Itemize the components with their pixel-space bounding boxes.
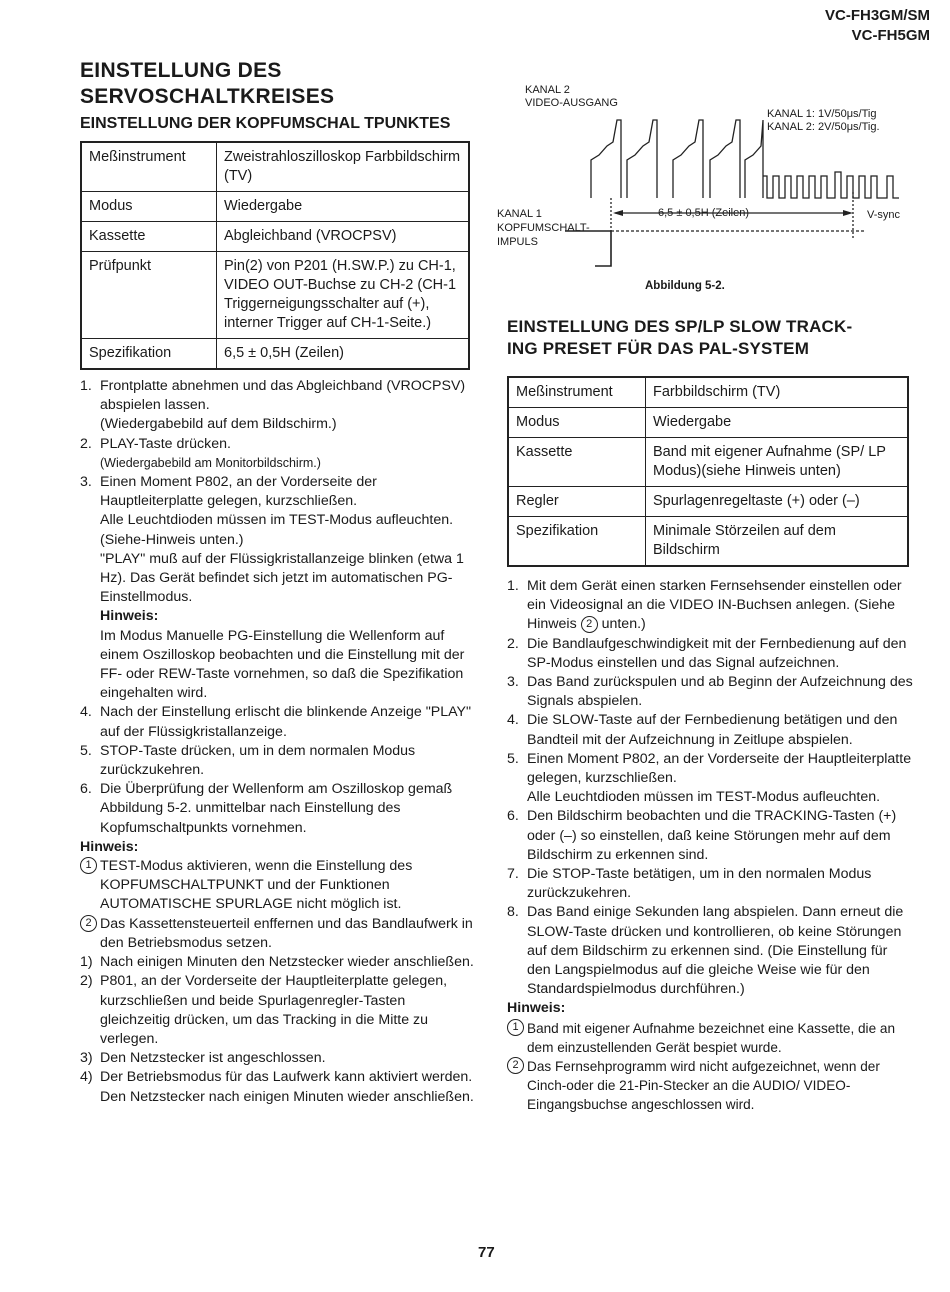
section-title-line-2: SERVOSCHALTKREISES (80, 85, 335, 108)
step-number: 1. (80, 378, 92, 394)
step-text: PLAY-Taste drücken. (100, 435, 231, 452)
step-text: Einen Moment P802, an der Vorderseite der Hauptleiterplatte gelegen, kurzschließen. (100, 474, 377, 510)
step-text: Die Überprüfung der Wellenform am Oszilloskop gemaß Abbildung 5-2. unmittelbar nach Einstellung des Kopfumschaltpunkts vornehmen. (100, 781, 453, 836)
video-waveform (627, 120, 657, 198)
arrow-left (613, 210, 623, 216)
list-item (507, 673, 913, 711)
ch2-label-1: KANAL 2 (525, 84, 570, 96)
table-row (508, 487, 908, 517)
step-text: Die SLOW-Taste auf der Fernbedienung betätigen und den Bandteil mit der Aufzeichnung in Zeitlupe abspielen. (527, 712, 898, 748)
step-text: Nach der Einstellung erlischt die blinkende Anzeige "PLAY" auf der Flüssigkristallanzeige. (100, 704, 472, 740)
table-value: Wiedergabe (646, 408, 909, 438)
subsection-title: EINSTELLUNG DER KOPFUMSCHAL TPUNKTES (80, 115, 451, 132)
list-item (80, 473, 475, 703)
substep-item (80, 1049, 475, 1068)
substep-item (80, 953, 475, 972)
step-number: 2. (507, 635, 519, 652)
video-waveform (591, 120, 621, 198)
table-row (81, 252, 469, 339)
notes-heading: Hinweis: (80, 838, 139, 855)
table-label: Modus (81, 192, 217, 222)
arrow-right (843, 210, 853, 216)
list-item (507, 807, 913, 865)
substep-item (80, 972, 475, 1049)
right-steps (507, 577, 913, 1115)
step-number: 6. (80, 781, 92, 798)
step-number: 4. (507, 712, 519, 729)
table-label: Regler (508, 487, 646, 517)
note-text: Das Kassettensteuerteil enffernen und das Bandlaufwerk in den Betriebsmodus setzen. (100, 915, 473, 951)
table-row (81, 192, 469, 222)
substep-extra: Den Netzstecker nach einigen Minuten wieder anschließen. (100, 1088, 474, 1105)
circled-number: 2 (581, 616, 598, 633)
step-text: Frontplatte abnehmen und das Abgleichband (VROCPSV) abspielen lassen. (100, 378, 466, 414)
table-label: Kassette (508, 438, 646, 487)
left-column (80, 58, 475, 1107)
note-item (507, 1019, 913, 1057)
list-item (80, 742, 475, 780)
list-item (80, 435, 475, 473)
substep-text: Der Betriebsmodus für das Laufwerk kann aktiviert werden. (100, 1069, 473, 1086)
video-waveform (673, 120, 703, 198)
ch1-label-2: KOPFUMSCHALT- (497, 222, 590, 234)
right-column (507, 316, 913, 1115)
model-number-2: VC-FH5GM (851, 27, 930, 44)
step-extra: "PLAY" muß auf der Flüssigkristallanzeige blinken (etwa 1 Hz). Das Gerät befindet sich jetzt im automatischen PG-Einstellmodus. (100, 550, 464, 606)
step-number: 5. (507, 750, 519, 767)
table-row (508, 408, 908, 438)
spec-table-right (507, 376, 909, 567)
model-number-header (825, 6, 930, 46)
note-item (80, 857, 475, 915)
table-value: 6,5 ± 0,5H (Zeilen) (217, 339, 470, 370)
circled-number: 2 (80, 915, 97, 932)
step-text: Die Bandlaufgeschwindigkeit mit der Fernbedienung auf den SP-Modus einstellen und das Signal aufzeichnen. (527, 635, 907, 671)
video-waveform (745, 120, 763, 198)
page-number: 77 (478, 1244, 495, 1261)
list-item (80, 377, 475, 435)
step-number: 6. (507, 808, 519, 825)
note-item (80, 915, 475, 953)
table-row (508, 377, 908, 408)
table-label: Meßinstrument (81, 142, 217, 192)
step-number: 8. (507, 904, 519, 921)
table-value: Band mit eigener Aufnahme (SP/ LP Modus)(siehe Hinweis unten) (646, 438, 909, 487)
table-value: Pin(2) von P201 (H.SW.P.) zu CH-1, VIDEO OUT-Buchse zu CH-2 (CH-1 Triggerneigungsschalter auf (+), interner Trigger auf CH-1-Seite.) (217, 252, 470, 339)
left-steps (80, 377, 475, 1107)
list-item (80, 780, 475, 838)
step-number: 3. (80, 474, 92, 491)
step-extra: Alle Leuchtdioden müssen im TEST-Modus aufleuchten. (527, 789, 881, 806)
table-label: Modus (508, 408, 646, 438)
step-number: 2. (80, 435, 92, 452)
substep-text: P801, an der Vorderseite der Hauptleiterplatte gelegen, kurzschließen und beide Spurlagenregler-Tasten gleichzeitig drücken, um das Tracking in die Mitte zu verlegen. (100, 973, 448, 1047)
table-row (508, 438, 908, 487)
ch1-label-3: IMPULS (497, 236, 538, 248)
step-text: Das Band zurückspulen und ab Beginn der Aufzeichnung des Signals abspielen. (527, 674, 913, 710)
step-extra: Alle Leuchtdioden müssen im TEST-Modus aufleuchten. (Siehe-Hinweis unten.) (100, 512, 454, 548)
section-title-line-2: ING PRESET FÜR DAS PAL-SYSTEM (507, 339, 810, 358)
table-label: Spezifikation (81, 339, 217, 370)
scale-label-2: KANAL 2: 2V/50μs/Tig. (767, 121, 880, 133)
list-item (507, 711, 913, 749)
waveform-diagram (495, 80, 915, 295)
section-title-line-1: EINSTELLUNG DES (80, 59, 282, 82)
note-text: Das Fernsehprogramm wird nicht aufgezeichnet, wenn der Cinch-oder die 21-Pin-Stecker an die AUDIO/ VIDEO-Eingangsbuchse angeschlossen wird. (527, 1059, 880, 1113)
note-text: Im Modus Manuelle PG-Einstellung die Wellenform auf einem Oszilloskop beobachten und die Einstellung mit der FF- oder REW-Taste vornehmen, so daß die Spezifikation eingehalten wird. (100, 627, 465, 702)
note-text: Band mit eigener Aufnahme bezeichnet eine Kassette, die an dem einzustellenden Gerät bespiet wurde. (527, 1020, 896, 1055)
substep-number: 4) (80, 1069, 93, 1086)
note-item (507, 1057, 913, 1115)
list-item (507, 577, 913, 635)
substep-text: Nach einigen Minuten den Netzstecker wieder anschließen. (100, 954, 474, 971)
head-switch-pulse (565, 231, 611, 266)
table-label: Kassette (81, 222, 217, 252)
step-number: 3. (507, 674, 519, 691)
list-item (507, 635, 913, 673)
spec-table-left (80, 141, 470, 370)
table-row (508, 517, 908, 567)
notes-heading: Hinweis: (507, 1000, 566, 1017)
circled-number: 1 (80, 857, 97, 874)
circled-number: 1 (507, 1019, 524, 1036)
scale-label-1: KANAL 1: 1V/50μs/Tig (767, 108, 877, 120)
step-text: Die STOP-Taste betätigen, um in den normalen Modus zurückzukehren. (527, 866, 872, 902)
waveform-figure (495, 80, 915, 295)
figure-caption: Abbildung 5-2. (645, 280, 725, 292)
note-heading: Hinweis: (100, 608, 159, 625)
step-text: Den Bildschirm beobachten und die TRACKING-Tasten (+) oder (–) so einstellen, daß keine Störungen mehr auf dem Bildschirm zu erkennen sind. (527, 808, 897, 863)
step-number: 1. (507, 578, 519, 594)
substep-item (80, 1068, 475, 1106)
table-row (81, 142, 469, 192)
substep-number: 1) (80, 954, 93, 971)
vsync-label: V-sync (867, 209, 901, 221)
table-value: Spurlagenregeltaste (+) oder (–) (646, 487, 909, 517)
table-label: Spezifikation (508, 517, 646, 567)
step-number: 5. (80, 742, 92, 759)
table-value: Farbbildschirm (TV) (646, 377, 909, 408)
step-text: STOP-Taste drücken, um in dem normalen Modus zurückzukehren. (100, 742, 416, 779)
substep-number: 3) (80, 1050, 93, 1067)
step-number: 7. (507, 866, 519, 883)
video-waveform (710, 120, 740, 198)
step-extra: (Wiedergabebild auf dem Bildschirm.) (100, 416, 337, 433)
step-extra: (Wiedergabebild am Monitorbildschirm.) (100, 455, 321, 470)
measure-label: 6,5 ± 0,5H (Zeilen) (655, 207, 752, 220)
list-item (80, 703, 475, 741)
table-value: Wiedergabe (217, 192, 470, 222)
model-number-1: VC-FH3GM/SM (825, 7, 930, 24)
section-title-line-1: EINSTELLUNG DES SP/LP SLOW TRACK- (507, 317, 853, 336)
step-text: Einen Moment P802, an der Vorderseite der Hauptleiterplatte gelegen, kurzschließen. (527, 750, 912, 787)
table-value: Minimale Störzeilen auf dem Bildschirm (646, 517, 909, 567)
table-value: Abgleichband (VROCPSV) (217, 222, 470, 252)
substep-text: Den Netzstecker ist angeschlossen. (100, 1050, 326, 1067)
step-text: Das Band einige Sekunden lang abspielen. Dann erneut die SLOW-Taste drücken und kontrollieren, ob keine Störungen auf dem Bildschirm zu erkennen sind. (Die Einstellung für den Langspielmodus auf die gleiche Weise wie für den Standardspielmodus durchführen.) (527, 904, 904, 998)
substep-number: 2) (80, 973, 93, 990)
circled-number: 2 (507, 1057, 524, 1074)
ch2-label-2: VIDEO-AUSGANG (525, 97, 618, 109)
table-label: Meßinstrument (508, 377, 646, 408)
step-number: 4. (80, 704, 92, 721)
list-item (507, 903, 913, 999)
table-row (81, 339, 469, 370)
table-label: Prüfpunkt (81, 252, 217, 339)
sync-pulses (763, 172, 899, 198)
table-value: Zweistrahloszilloskop Farbbildschirm (TV) (217, 142, 470, 192)
ch1-label-1: KANAL 1 (497, 208, 542, 220)
note-text: TEST-Modus aktivieren, wenn die Einstellung des KOPFUMSCHALTPUNKT und der Funktionen AUTOMATISCHE SPURLAGE nicht möglich ist. (100, 858, 413, 913)
step-text: unten.) (601, 616, 646, 633)
list-item (507, 865, 913, 903)
step-text: Mit dem Gerät einen starken Fernsehsender einstellen oder ein Videosignal an die VIDEO IN-Buchsen anlegen. (Siehe Hinweis (527, 578, 902, 633)
list-item (507, 750, 913, 808)
table-row (81, 222, 469, 252)
